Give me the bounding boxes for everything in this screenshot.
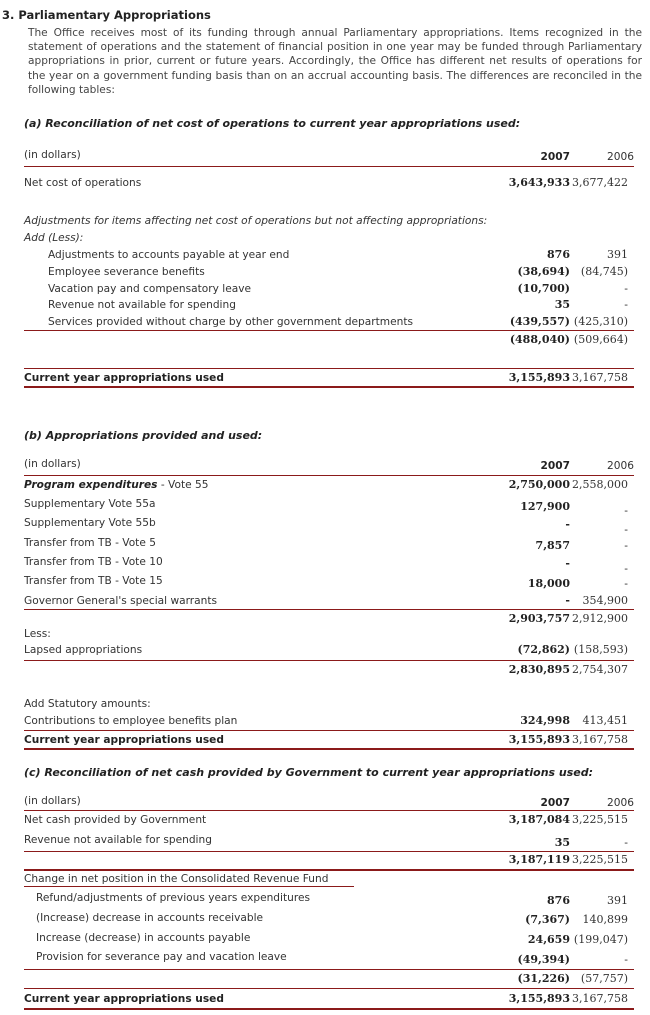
section-c-title: (c) Reconciliation of net cash provided by Government to current year appropriations used: — [24, 766, 594, 779]
total-underline — [24, 748, 634, 750]
divider — [24, 810, 634, 811]
divider — [24, 886, 354, 887]
col-2006: 2006 — [607, 460, 634, 472]
divider — [24, 851, 634, 852]
section-title: 3. Parliamentary Appropriations — [2, 8, 211, 22]
total-underline — [24, 1008, 634, 1010]
divider — [24, 988, 634, 989]
col-2007: 2007 — [540, 460, 570, 472]
intro-paragraph: The Office receives most of its funding through annual Parliamentary appropriations. Items recognized in the statement of operations and the statement of financial position in one year may be funded through Parliamentary appropriations in prior, current or future years. Accordingly, the Office has different net results of operations for the year on a government funding basis than on an accrual accounting basis. The differences are reconciled in the following tables: — [28, 27, 642, 96]
divider — [24, 730, 634, 731]
total-underline — [24, 386, 634, 388]
col-2007: 2007 — [540, 151, 570, 163]
divider — [24, 869, 634, 871]
program-vote: - Vote 55 — [157, 479, 209, 491]
divider — [24, 330, 634, 331]
unit-label: (in dollars) — [24, 458, 81, 470]
unit-label: (in dollars) — [24, 149, 81, 161]
col-2006: 2006 — [607, 797, 634, 809]
divider — [24, 969, 634, 970]
section-b-title: (b) Appropriations provided and used: — [24, 429, 263, 442]
col-2007: 2007 — [540, 797, 570, 809]
col-2006: 2006 — [607, 151, 634, 163]
divider — [24, 660, 634, 661]
divider — [24, 368, 634, 369]
section-a-title: (a) Reconciliation of net cost of operations to current year appropriations used: — [24, 117, 521, 130]
program-label: Program expenditures — [24, 479, 158, 491]
divider — [24, 475, 634, 476]
unit-label: (in dollars) — [24, 795, 81, 807]
divider — [24, 609, 634, 610]
divider — [24, 166, 634, 167]
